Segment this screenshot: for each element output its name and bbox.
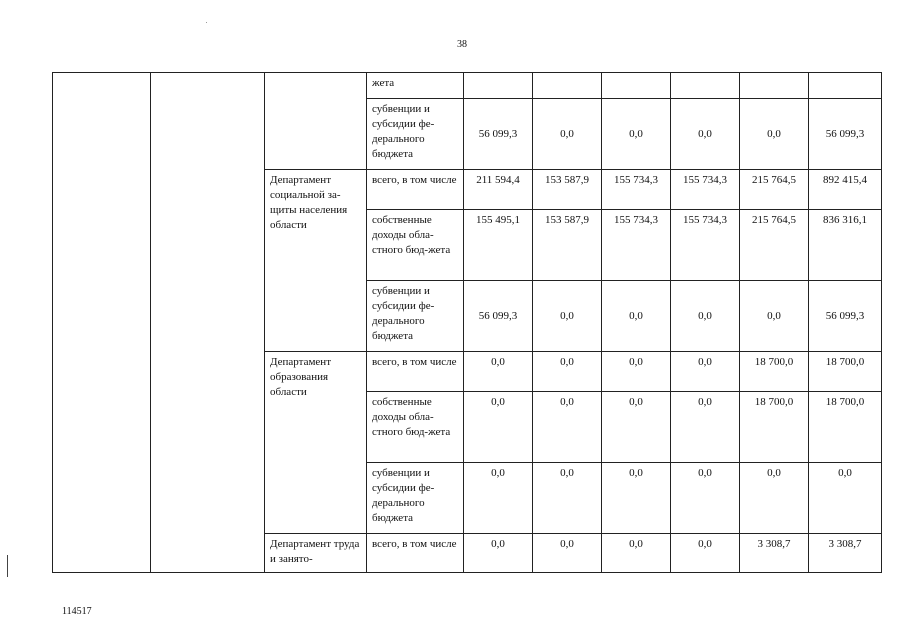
amount-cell: 56 099,3 bbox=[809, 99, 882, 170]
amount-cell: 0,0 bbox=[602, 352, 671, 392]
amount-cell: 0,0 bbox=[671, 99, 740, 170]
amount-cell: 0,0 bbox=[671, 281, 740, 352]
amount-cell: 155 734,3 bbox=[671, 210, 740, 281]
amount-cell: 0,0 bbox=[671, 352, 740, 392]
department-name: Департамент труда и занято- bbox=[270, 538, 360, 565]
department-name: Департамент образования области bbox=[270, 356, 332, 398]
amount-cell: 0,0 bbox=[533, 463, 602, 534]
amount-cell: 0,0 bbox=[740, 99, 809, 170]
amount-cell: 0,0 bbox=[602, 463, 671, 534]
amount-cell: 155 734,3 bbox=[602, 210, 671, 281]
funding-source-cell: жета bbox=[367, 73, 464, 99]
funding-source-cell: субвенции и субсидии фе-дерального бюджета bbox=[367, 281, 464, 352]
amount-cell: 0,0 bbox=[533, 281, 602, 352]
amount-cell: 211 594,4 bbox=[464, 170, 533, 210]
left-edge-mark bbox=[7, 555, 8, 577]
amount-cell: 0,0 bbox=[602, 281, 671, 352]
document-code: 114517 bbox=[62, 606, 92, 617]
amount-cell: 0,0 bbox=[533, 392, 602, 463]
department-cell bbox=[265, 534, 367, 573]
amount-cell: 0,0 bbox=[809, 463, 882, 534]
funding-source-cell: всего, в том числе bbox=[367, 170, 464, 210]
funding-source-cell: собственные доходы обла-стного бюд-жета bbox=[367, 392, 464, 463]
amount-cell: 0,0 bbox=[671, 392, 740, 463]
amount-cell: 0,0 bbox=[740, 281, 809, 352]
amount-cell: 0,0 bbox=[602, 534, 671, 573]
funding-source-cell: всего, в том числе bbox=[367, 352, 464, 392]
amount-cell: 155 495,1 bbox=[464, 210, 533, 281]
amount-cell: 0,0 bbox=[671, 463, 740, 534]
amount-cell: 56 099,3 bbox=[464, 281, 533, 352]
amount-cell: 18 700,0 bbox=[809, 392, 882, 463]
blank-column-1 bbox=[53, 73, 151, 573]
funding-source-cell: субвенции и субсидии фе-дерального бюджета bbox=[367, 463, 464, 534]
amount-cell bbox=[740, 73, 809, 99]
department-cell bbox=[265, 352, 367, 534]
amount-cell: 215 764,5 bbox=[740, 210, 809, 281]
amount-cell: 18 700,0 bbox=[740, 352, 809, 392]
amount-cell bbox=[602, 73, 671, 99]
amount-cell: 0,0 bbox=[533, 352, 602, 392]
funding-source-cell: собственные доходы обла-стного бюд-жета bbox=[367, 210, 464, 281]
amount-cell: 836 316,1 bbox=[809, 210, 882, 281]
amount-cell bbox=[533, 73, 602, 99]
amount-cell: 18 700,0 bbox=[740, 392, 809, 463]
amount-cell bbox=[671, 73, 740, 99]
page-number: 38 bbox=[457, 39, 467, 50]
amount-cell: 56 099,3 bbox=[464, 99, 533, 170]
table-body bbox=[53, 73, 882, 573]
amount-cell: 155 734,3 bbox=[602, 170, 671, 210]
department-cell bbox=[265, 73, 367, 170]
amount-cell: 0,0 bbox=[740, 463, 809, 534]
department-name: Департамент социальной за-щиты населения области bbox=[270, 174, 348, 231]
amount-cell bbox=[464, 73, 533, 99]
amount-cell: 155 734,3 bbox=[671, 170, 740, 210]
scan-speck bbox=[206, 22, 207, 23]
funding-source-cell: всего, в том числе bbox=[367, 534, 464, 573]
amount-cell: 0,0 bbox=[533, 99, 602, 170]
amount-cell: 892 415,4 bbox=[809, 170, 882, 210]
amount-cell: 153 587,9 bbox=[533, 170, 602, 210]
department-cell bbox=[265, 170, 367, 352]
amount-cell: 0,0 bbox=[602, 392, 671, 463]
amount-cell: 153 587,9 bbox=[533, 210, 602, 281]
table-row bbox=[53, 73, 882, 99]
funding-source-cell: субвенции и субсидии фе-дерального бюджета bbox=[367, 99, 464, 170]
amount-cell bbox=[809, 73, 882, 99]
amount-cell: 0,0 bbox=[671, 534, 740, 573]
amount-cell: 0,0 bbox=[602, 99, 671, 170]
amount-cell: 0,0 bbox=[464, 463, 533, 534]
amount-cell: 0,0 bbox=[464, 392, 533, 463]
amount-cell: 0,0 bbox=[464, 352, 533, 392]
amount-cell: 215 764,5 bbox=[740, 170, 809, 210]
amount-cell: 0,0 bbox=[464, 534, 533, 573]
blank-column-2 bbox=[151, 73, 265, 573]
budget-table bbox=[52, 72, 882, 573]
amount-cell: 3 308,7 bbox=[809, 534, 882, 573]
amount-cell: 18 700,0 bbox=[809, 352, 882, 392]
amount-cell: 0,0 bbox=[533, 534, 602, 573]
amount-cell: 56 099,3 bbox=[809, 281, 882, 352]
amount-cell: 3 308,7 bbox=[740, 534, 809, 573]
